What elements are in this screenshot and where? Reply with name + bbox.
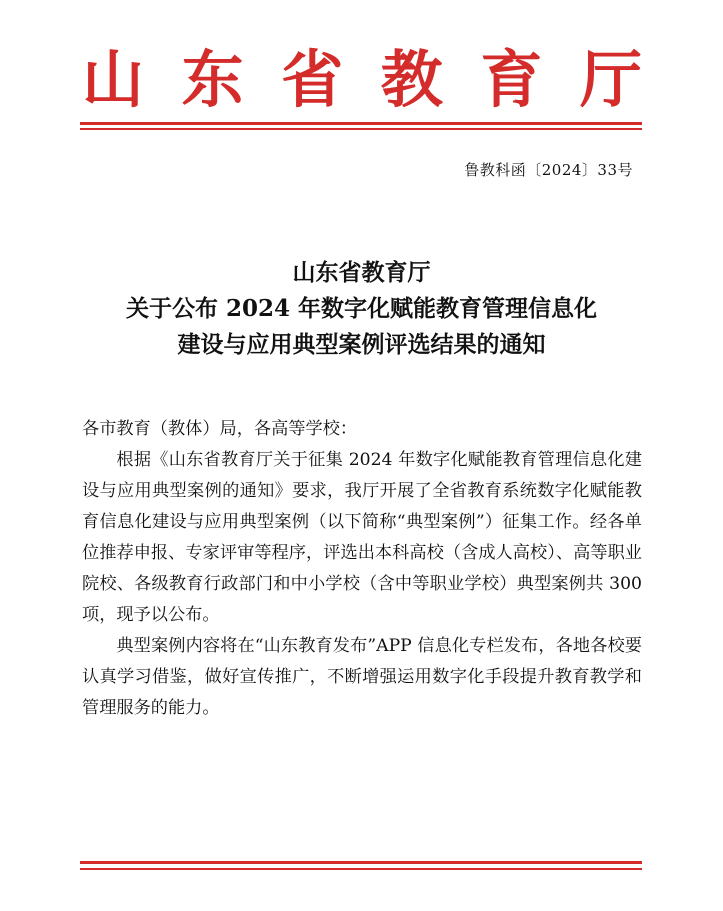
- document-title: [60, 255, 663, 363]
- title-line-1: 山东省教育厅: [292, 259, 431, 286]
- footer-rule-thin: [80, 868, 642, 870]
- letterhead-char: 省: [281, 43, 344, 116]
- body-paragraph-1: 根据《山东省教育厅关于征集 2024 年数字化赋能教育管理信息化建设与应用典型案例的通知》要求，我厅开展了全省教育系统数字化赋能教育信息化建设与应用典型案例（以下简称“典型案例”）征集工作。经各单位推荐申报、专家评审等程序，评选出本科高校（含成人高校）、高等职业院校、各级教育行政部门和中小学校（含中等职业学校）典型案例共 300 项，现予以公布。: [82, 450, 642, 625]
- title-line-3: 建设与应用典型案例评选结果的通知: [177, 331, 546, 358]
- letterhead-title: [82, 40, 642, 120]
- document-body: [82, 414, 642, 724]
- salutation: 各市教育（教体）局，各高等学校：: [82, 419, 358, 439]
- body-paragraph-2: 典型案例内容将在“山东教育发布”APP 信息化专栏发布，各地各校要认真学习借鉴，做好宣传推广，不断增强运用数字化手段提升教育教学和管理服务的能力。: [82, 636, 642, 718]
- document-number: 鲁教科函〔2024〕33号: [464, 161, 633, 179]
- letterhead-char: 教: [380, 43, 443, 116]
- letterhead-char: 东: [181, 43, 244, 116]
- letterhead-char: 育: [480, 43, 543, 116]
- title-line-2: 关于公布 2024 年数字化赋能教育管理信息化: [125, 295, 598, 322]
- letterhead-char: 厅: [579, 43, 642, 116]
- header-rule-thin: [80, 128, 642, 130]
- letterhead-char: 山: [82, 43, 145, 116]
- header-rule-thick: [80, 122, 642, 125]
- footer-rule-thick: [80, 861, 642, 864]
